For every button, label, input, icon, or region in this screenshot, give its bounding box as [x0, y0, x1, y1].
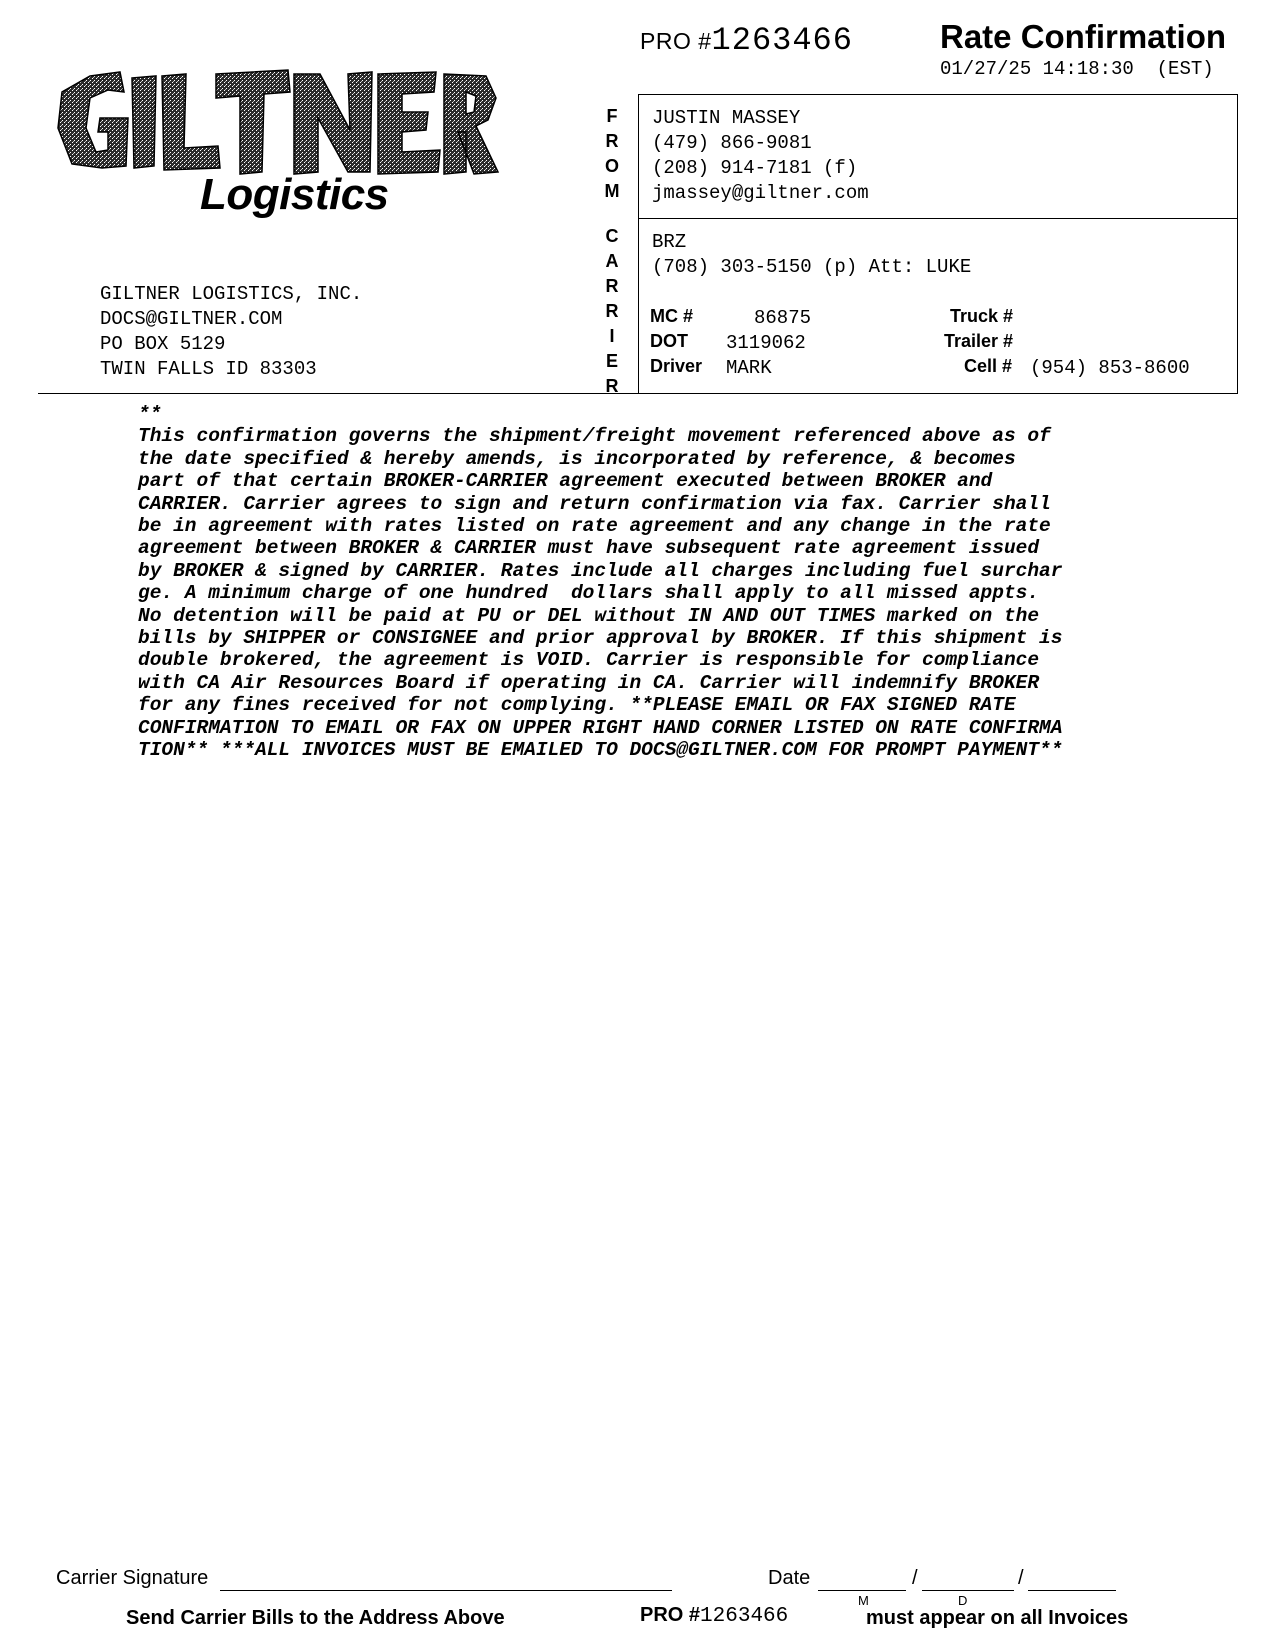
- terms-line: CONFIRMATION TO EMAIL OR FAX ON UPPER RIGHT HAND CORNER LISTED ON RATE CONFIRMA: [138, 716, 1063, 739]
- side-letter: R: [605, 376, 619, 396]
- side-letter: I: [609, 326, 615, 346]
- date-day-line[interactable]: [922, 1590, 1014, 1591]
- terms-line: This confirmation governs the shipment/freight movement referenced above as of: [138, 425, 1051, 448]
- date-slash: /: [912, 1567, 918, 1589]
- signature-line[interactable]: [220, 1590, 672, 1591]
- pro-label: PRO #: [640, 28, 712, 54]
- from-name: JUSTIN MASSEY: [652, 107, 801, 129]
- footer-pro-label: PRO #: [640, 1604, 701, 1626]
- box-divider: [638, 218, 1238, 219]
- from-side-label: [600, 104, 624, 204]
- driver-value: MARK: [726, 357, 772, 379]
- side-letter: C: [605, 226, 619, 246]
- side-letter: R: [605, 276, 619, 296]
- dot-value: 3119062: [726, 332, 806, 354]
- company-name: GILTNER LOGISTICS, INC.: [100, 283, 363, 305]
- terms-line: double brokered, the agreement is VOID. Carrier is responsible for compliance: [138, 649, 1040, 672]
- from-phone: (479) 866-9081: [652, 132, 812, 154]
- side-letter: M: [604, 181, 620, 201]
- cell-value: (954) 853-8600: [1030, 357, 1190, 379]
- date-slash: /: [1018, 1567, 1024, 1589]
- mc-label: MC #: [650, 306, 694, 326]
- from-email: jmassey@giltner.com: [652, 182, 869, 204]
- must-appear-note: must appear on all Invoices: [866, 1607, 1129, 1629]
- side-letter: E: [605, 351, 618, 371]
- side-letter: R: [605, 301, 619, 321]
- terms-line: be in agreement with rates listed on rate agreement and any change in the rate: [138, 515, 1051, 538]
- date-label: Date: [768, 1567, 811, 1589]
- side-letter: R: [605, 131, 619, 151]
- carrier-name: BRZ: [652, 231, 687, 253]
- terms-line: the date specified & hereby amends, is incorporated by reference, & becomes: [138, 447, 1016, 470]
- terms-line: TION** ***ALL INVOICES MUST BE EMAILED TO DOCS@GILTNER.COM FOR PROMPT PAYMENT**: [138, 739, 1063, 762]
- document-datetime: 01/27/25 14:18:30 (EST): [940, 58, 1214, 80]
- carrier-side-label: [600, 224, 624, 399]
- terms-paragraph: [138, 403, 1158, 762]
- date-year-line[interactable]: [1028, 1590, 1116, 1591]
- pro-number: 1263466: [711, 22, 853, 59]
- driver-label: Driver: [650, 356, 703, 376]
- day-label: D: [958, 1593, 968, 1608]
- terms-line: for any fines received for not complying. **PLEASE EMAIL OR FAX SIGNED RATE: [138, 694, 1016, 717]
- terms-line: ge. A minimum charge of one hundred dollars shall apply to all missed appts.: [138, 582, 1040, 605]
- page-title: Rate Confirmation: [940, 18, 1227, 55]
- from-contact: [652, 106, 869, 206]
- company-city: TWIN FALLS ID 83303: [100, 358, 317, 380]
- date-month-line[interactable]: [818, 1590, 906, 1591]
- terms-line: bills by SHIPPER or CONSIGNEE and prior approval by BROKER. If this shipment is: [138, 627, 1063, 650]
- trailer-label: Trailer #: [944, 331, 1014, 351]
- company-email: DOCS@GILTNER.COM: [100, 308, 283, 330]
- from-fax: (208) 914-7181 (f): [652, 157, 858, 179]
- footer-pro-number: [640, 1604, 788, 1628]
- side-letter: A: [605, 251, 619, 271]
- month-label: M: [858, 1593, 869, 1608]
- terms-line: by BROKER & signed by CARRIER. Rates include all charges including fuel surchar: [138, 559, 1063, 582]
- footer-pro-value: 1263466: [700, 1605, 789, 1628]
- company-address: [100, 282, 362, 382]
- terms-line: agreement between BROKER & CARRIER must have subsequent rate agreement issued: [138, 537, 1040, 560]
- signature-label: Carrier Signature: [56, 1567, 209, 1589]
- terms-line: CARRIER. Carrier agrees to sign and return confirmation via fax. Carrier shall: [138, 492, 1051, 515]
- carrier-phone: (708) 303-5150 (p) Att: LUKE: [652, 256, 972, 278]
- terms-line: **: [138, 403, 162, 425]
- send-bills-note: Send Carrier Bills to the Address Above: [126, 1607, 505, 1629]
- logo-subtitle: Logistics: [200, 170, 389, 219]
- giltner-logo-wordmark: [50, 68, 500, 178]
- terms-line: with CA Air Resources Board if operating in CA. Carrier will indemnify BROKER: [138, 671, 1040, 694]
- dot-label: DOT: [650, 331, 688, 351]
- terms-line: part of that certain BROKER-CARRIER agreement executed between BROKER and: [138, 470, 993, 493]
- mc-value: 86875: [754, 307, 812, 329]
- header-rule: [38, 393, 640, 394]
- side-letter: F: [606, 106, 618, 126]
- side-letter: O: [604, 156, 619, 176]
- truck-label: Truck #: [950, 306, 1014, 326]
- pro-number-header: [640, 22, 853, 59]
- cell-label: Cell #: [964, 356, 1013, 376]
- terms-line: No detention will be paid at PU or DEL without IN AND OUT TIMES marked on the: [138, 604, 1040, 627]
- carrier-contact: [652, 230, 971, 280]
- company-po-box: PO BOX 5129: [100, 333, 226, 355]
